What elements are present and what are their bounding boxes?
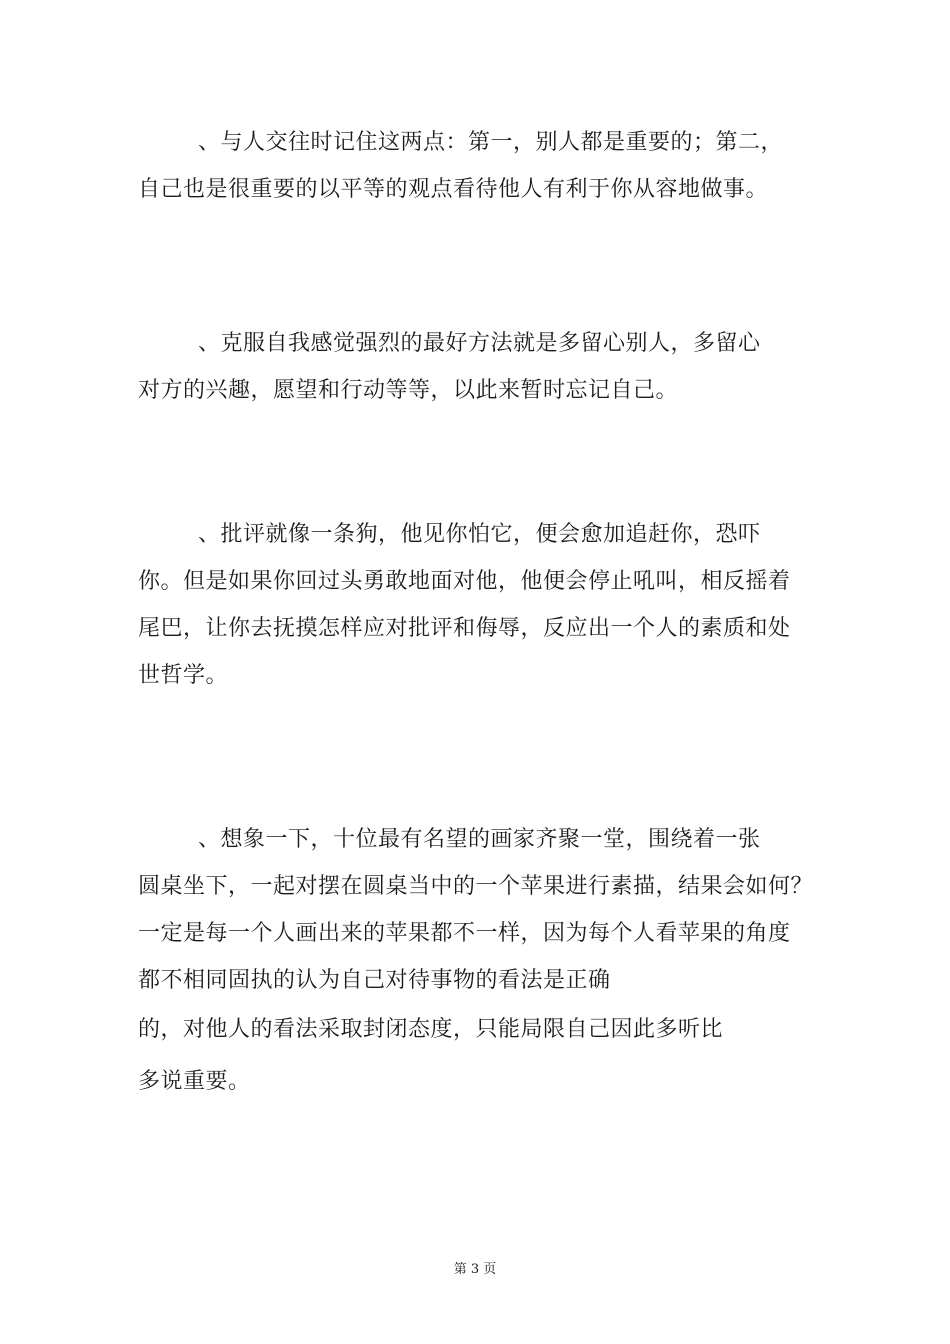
paragraph-line: 对方的兴趣，愿望和行动等等，以此来暂时忘记自己。: [138, 378, 679, 403]
paragraph-2: [138, 320, 838, 414]
paragraph-line: 尾巴，让你去抚摸怎样应对批评和侮辱，反应出一个人的素质和处: [138, 616, 791, 641]
paragraph-line: 你。但是如果你回过头勇敢地面对他，他便会停止吼叫，相反摇着: [138, 569, 791, 594]
paragraph-line: 都不相同固执的认为自己对待事物的看法是正确: [138, 968, 611, 993]
paragraph-line: 自己也是很重要的以平等的观点看待他人有利于你从容地做事。: [138, 177, 769, 202]
paragraph-3: [138, 511, 838, 699]
page-number: 第 3 页: [453, 1262, 497, 1277]
paragraph-line: 、批评就像一条狗，他见你怕它，便会愈加追赶你，恐吓: [198, 522, 761, 547]
paragraph-line: 、想象一下，十位最有名望的画家齐聚一堂，围绕着一张: [198, 827, 761, 852]
paragraph-line: 圆桌坐下，一起对摆在圆桌当中的一个苹果进行素描，结果会如何？: [138, 874, 814, 899]
paragraph-line: 多说重要。: [138, 1069, 251, 1094]
paragraph-line: 、与人交往时记住这两点：第一，别人都是重要的；第二，: [198, 130, 784, 155]
paragraph-line: 世哲学。: [138, 663, 229, 688]
paragraph-line: 一定是每一个人画出来的苹果都不一样，因为每个人看苹果的角度: [138, 921, 791, 946]
paragraph-4: [138, 816, 838, 1108]
paragraph-line: 、克服自我感觉强烈的最好方法就是多留心别人，多留心: [198, 331, 761, 356]
paragraph-line: 的，对他人的看法采取封闭态度，只能局限自己因此多听比: [138, 1017, 724, 1042]
paragraph-1: [138, 119, 838, 213]
